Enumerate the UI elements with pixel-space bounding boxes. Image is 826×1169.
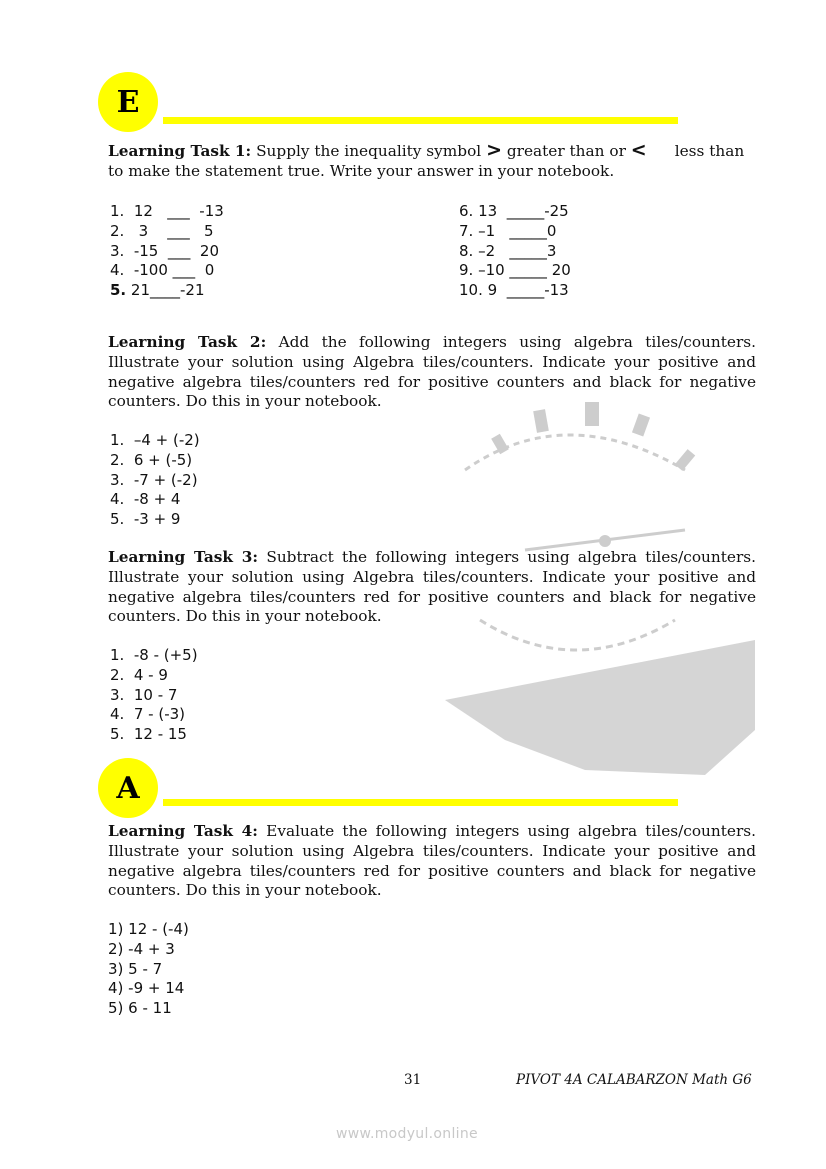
list-item: 4. -100 ___ 0 bbox=[110, 261, 215, 280]
task2-list bbox=[110, 431, 200, 530]
section-header-a bbox=[98, 758, 678, 822]
list-item: 4. 7 - (-3) bbox=[110, 705, 185, 724]
page-number: 31 bbox=[404, 1072, 422, 1088]
list-item: 1. -8 - (+5) bbox=[110, 646, 198, 664]
list-item: 4) -9 + 14 bbox=[108, 979, 185, 998]
section-header-e bbox=[98, 72, 678, 136]
list-item: 1) 12 - (-4) bbox=[108, 920, 189, 938]
list-item: 3. 10 - 7 bbox=[110, 685, 178, 704]
list-item: 2. 4 - 9 bbox=[110, 665, 168, 684]
list-item: 4. -8 + 4 bbox=[110, 490, 181, 509]
section-rule bbox=[163, 117, 678, 124]
book-title: PIVOT 4A CALABARZON Math G6 bbox=[516, 1072, 752, 1088]
section-badge: E bbox=[98, 72, 158, 132]
list-item: 1. –4 + (-2) bbox=[110, 431, 200, 449]
list-item: 2) -4 + 3 bbox=[108, 939, 175, 958]
task3-title: Learning Task 3: bbox=[108, 548, 259, 566]
section-badge: A bbox=[98, 758, 158, 818]
task3-list bbox=[110, 646, 198, 745]
task4-list bbox=[108, 920, 189, 1019]
task4-title: Learning Task 4: bbox=[108, 822, 258, 840]
task4-instructions: Learning Task 4: Evaluate the following integers using algebra tiles/counters. Illustrate your solution using Algebra tiles/counters. Indicate your positive and negative algebra tiles/counters red for positive counters and black for negative counters. Do this in your notebook. bbox=[108, 822, 756, 900]
site-watermark: www.modyul.online bbox=[336, 1126, 478, 1142]
list-item: 2. 6 + (-5) bbox=[110, 450, 193, 469]
task1-left-list bbox=[110, 202, 224, 301]
list-item: 3. -15 ___ 20 bbox=[110, 241, 220, 260]
less-than-symbol: < bbox=[630, 139, 647, 161]
list-item: 5. 21____-21 bbox=[110, 281, 205, 300]
list-item: 5) 6 - 11 bbox=[108, 999, 172, 1018]
task1-title: Learning Task 1: bbox=[108, 142, 252, 160]
greater-than-symbol: > bbox=[486, 139, 502, 161]
task1-right-list bbox=[459, 202, 571, 301]
list-item: 5. 12 - 15 bbox=[110, 725, 187, 744]
list-item: 8. –2 _____3 bbox=[459, 241, 557, 260]
task2-instructions: Learning Task 2: Add the following integers using algebra tiles/counters. Illustrate your solution using Algebra tiles/counters. Indicate your positive and negative algebra tiles/counters red for positive counters and black for negative counters. Do this in your notebook. bbox=[108, 333, 756, 411]
list-item: 9. –10 _____ 20 bbox=[459, 261, 571, 280]
list-item: 6. 13 _____-25 bbox=[459, 202, 569, 220]
list-item: 3) 5 - 7 bbox=[108, 959, 163, 978]
task1-instructions: Learning Task 1: Supply the inequality symbol > greater than or < less than to make the statement true. Write your answer in your notebook. bbox=[108, 139, 745, 180]
task3-instructions: Learning Task 3: Subtract the following integers using algebra tiles/counters. Illustrate your solution using Algebra tiles/counters. Indicate your positive and negative algebra tiles/counters red for positive counters and black for negative counters. Do this in your notebook. bbox=[108, 548, 756, 626]
list-item: 5. -3 + 9 bbox=[110, 510, 181, 529]
task2-title: Learning Task 2: bbox=[108, 333, 267, 351]
list-item: 1. 12 ___ -13 bbox=[110, 202, 224, 220]
list-item: 3. -7 + (-2) bbox=[110, 470, 198, 489]
section-rule bbox=[163, 799, 678, 806]
list-item: 10. 9 _____-13 bbox=[459, 281, 569, 300]
list-item: 7. –1 _____0 bbox=[459, 221, 557, 240]
list-item: 2. 3 ___ 5 bbox=[110, 221, 214, 240]
